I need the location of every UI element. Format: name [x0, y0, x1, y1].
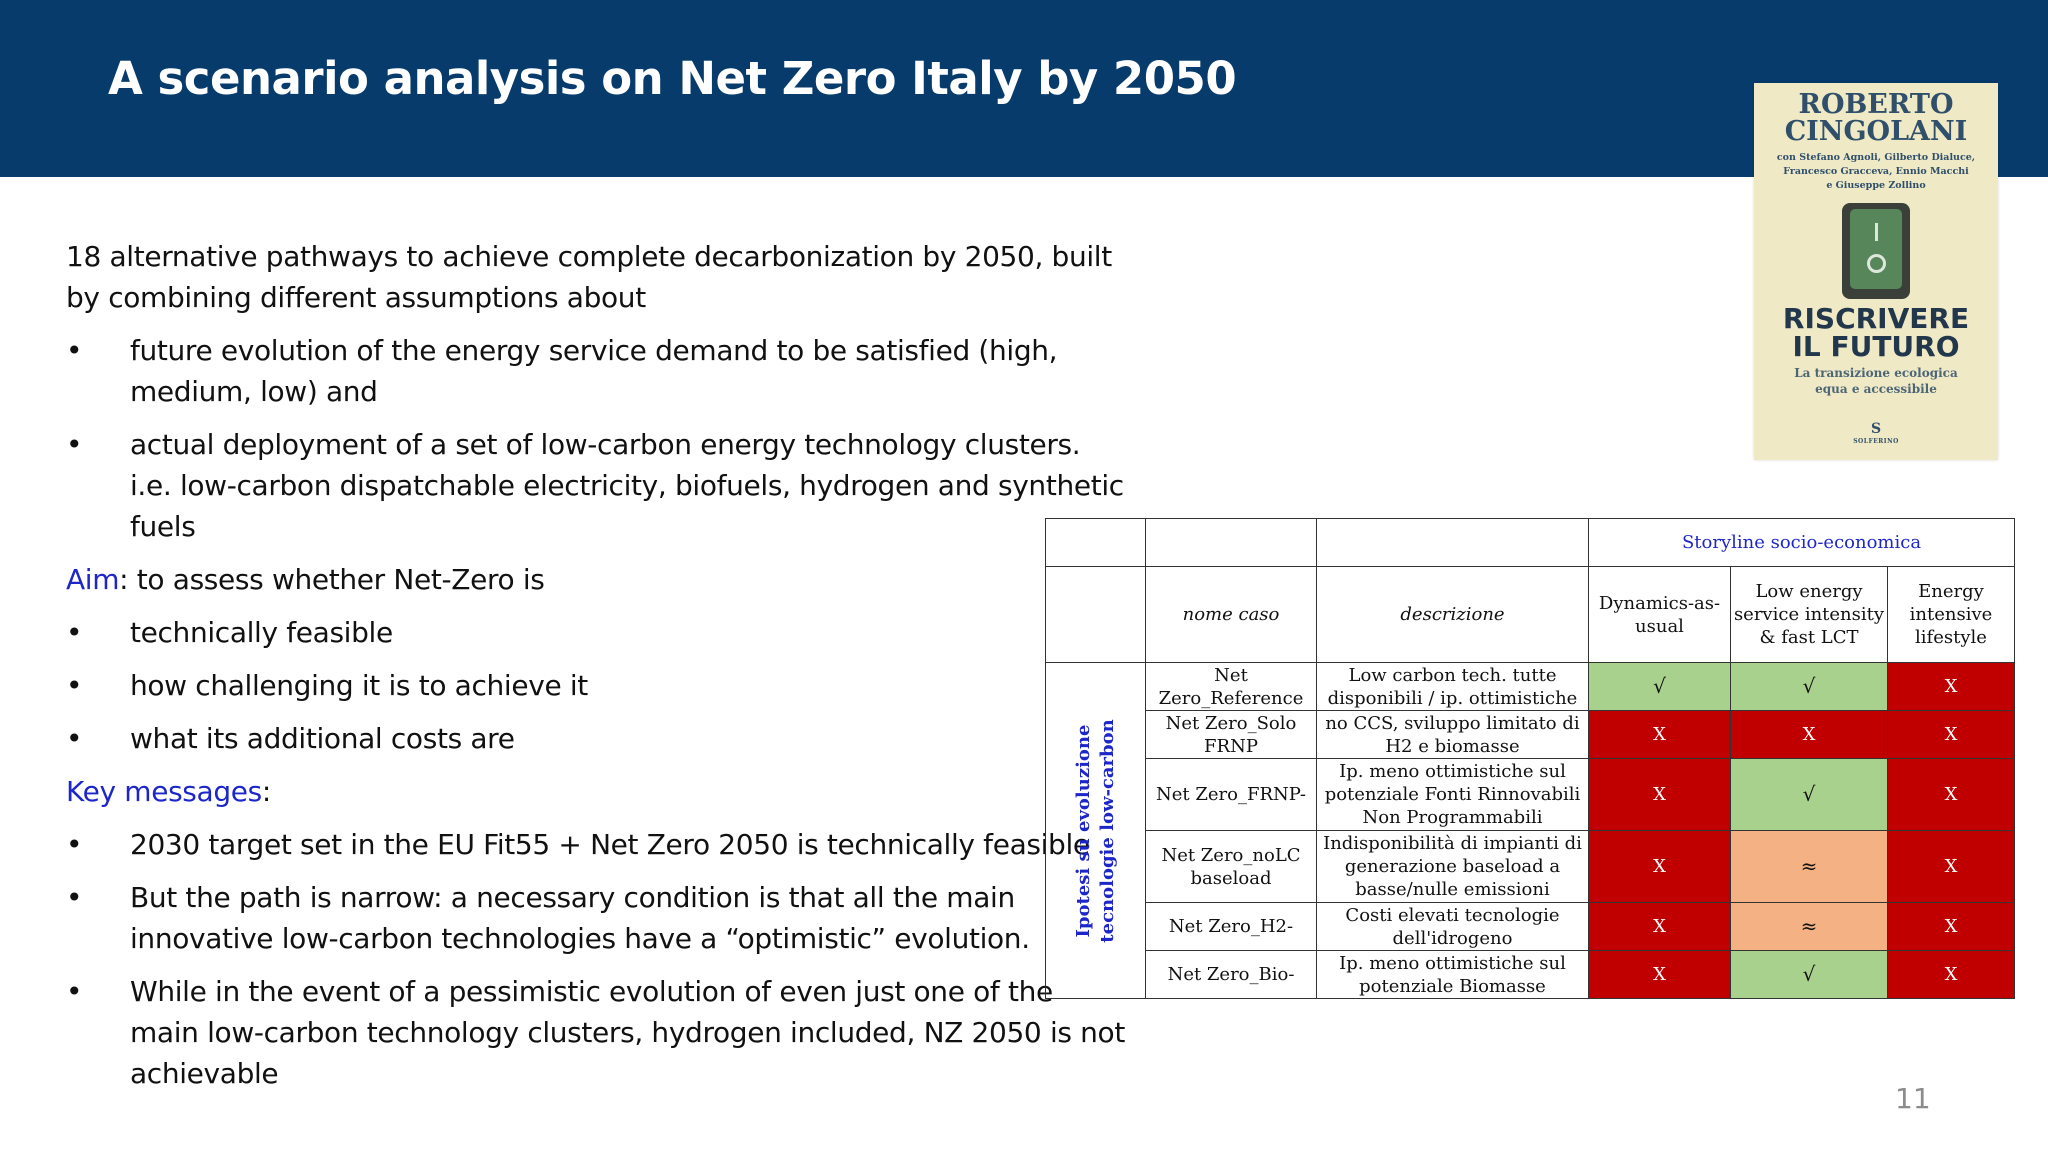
case-name-cell: Net Zero_H2- [1146, 903, 1317, 951]
outcome-cell: √ [1589, 663, 1731, 711]
bullet-icon: • [66, 881, 83, 914]
table-row [1046, 663, 2015, 711]
intro-text: 18 alternative pathways to achieve complete decarbonization by 2050, built by combining different assumptions about [66, 240, 1112, 314]
outcome-cell: X [1589, 903, 1731, 951]
outcome-cell: X [1731, 711, 1888, 759]
list-item-text: what its additional costs are [130, 722, 515, 755]
aim-line [66, 559, 1126, 600]
description-cell: no CCS, sviluppo limitato di H2 e biomasse [1317, 711, 1589, 759]
column-header-dynamics-as-usual: Dynamics-as-usual [1589, 567, 1731, 663]
book-cover-image [1754, 83, 1998, 460]
list-item-text: While in the event of a pessimistic evolution of even just one of the main low-carbon technology clusters, hydrogen included, NZ 2050 is not achievable [130, 975, 1125, 1090]
empty-cell [1146, 519, 1317, 567]
outcome-cell: X [1888, 711, 2015, 759]
case-name-cell: Net Zero_Reference [1146, 663, 1317, 711]
outcome-cell: X [1589, 951, 1731, 999]
list-item-text: 2030 target set in the EU Fit55 + Net Zero 2050 is technically feasible [130, 828, 1090, 861]
case-name-cell: Net Zero_Solo FRNP [1146, 711, 1317, 759]
outcome-cell: ≈ [1731, 831, 1888, 903]
outcome-cell: X [1888, 951, 2015, 999]
book-title: RISCRIVERE IL FUTURO [1782, 302, 1970, 363]
publisher-logo-icon: S [1870, 421, 1882, 437]
book-author: ROBERTO CINGOLANI [1784, 89, 1968, 147]
table-header-row [1046, 567, 2015, 663]
book-subtitle: La transizione ecologica equa e accessibile [1794, 366, 1958, 396]
column-header-energy-intensive: Energy intensive lifestyle [1888, 567, 2015, 663]
list-item [66, 424, 1126, 547]
table-row [1046, 831, 2015, 903]
key-messages-colon: : [261, 775, 271, 808]
table-header-row [1046, 519, 2015, 567]
bullet-icon: • [66, 975, 83, 1008]
description-cell: Ip. meno ottimistiche sul potenziale Biomasse [1317, 951, 1589, 999]
book-coauthors: con Stefano Agnoli, Gilberto Dialuce, Francesco Gracceva, Ennio Macchi e Giuseppe Zollino [1776, 152, 1976, 191]
case-name-cell: Net Zero_Bio- [1146, 951, 1317, 999]
list-item-text: future evolution of the energy service demand to be satisfied (high, medium, low) and [130, 334, 1058, 408]
storyline-header: Storyline socio-economica [1589, 519, 2015, 567]
description-cell: Costi elevati tecnologie dell'idrogeno [1317, 903, 1589, 951]
outcome-cell: √ [1731, 663, 1888, 711]
outcome-cell: ≈ [1731, 903, 1888, 951]
outcome-cell: X [1888, 759, 2015, 831]
list-item [66, 718, 1126, 759]
case-name-cell: Net Zero_FRNP- [1146, 759, 1317, 831]
row-group-label: Ipotesi su evoluzione tecnologie low-carbon [1072, 718, 1118, 943]
description-cell: Ip. meno ottimistiche sul potenziale Fonti Rinnovabili Non Programmabili [1317, 759, 1589, 831]
slide-title: A scenario analysis on Net Zero Italy by 2050 [108, 52, 1237, 105]
description-cell: Indisponibilità di impianti di generazione baseload a basse/nulle emissioni [1317, 831, 1589, 903]
list-item-text: how challenging it is to achieve it [130, 669, 588, 702]
bullet-icon: • [66, 669, 83, 702]
outcome-cell: X [1888, 903, 2015, 951]
list-item [66, 824, 1126, 865]
column-header-case: nome caso [1146, 567, 1317, 663]
list-item-text: technically feasible [130, 616, 393, 649]
list-item [66, 330, 1126, 412]
bullet-icon: • [66, 828, 83, 861]
slide-body [66, 236, 1126, 1106]
power-switch-icon [1842, 203, 1910, 299]
aim-label: Aim [66, 563, 120, 596]
list-item [66, 877, 1126, 959]
slide-header [0, 0, 2048, 177]
bullet-icon: • [66, 428, 83, 461]
outcome-cell: X [1589, 831, 1731, 903]
bullet-icon: • [66, 616, 83, 649]
empty-cell [1046, 519, 1146, 567]
key-messages-line [66, 771, 1126, 812]
outcome-cell: √ [1731, 759, 1888, 831]
table-row [1046, 903, 2015, 951]
book-publisher: SOLFERINO [1853, 438, 1899, 445]
outcome-cell: X [1888, 663, 2015, 711]
description-cell: Low carbon tech. tutte disponibili / ip. ottimistiche [1317, 663, 1589, 711]
row-group-cell [1046, 663, 1146, 999]
case-name-cell: Net Zero_noLC baseload [1146, 831, 1317, 903]
outcome-cell: X [1888, 831, 2015, 903]
outcome-cell: √ [1731, 951, 1888, 999]
scenario-table [1045, 518, 2015, 999]
column-header-description: descrizione [1317, 567, 1589, 663]
bullet-icon: • [66, 334, 83, 367]
page-number: 11 [1895, 1082, 1931, 1115]
list-item-text: actual deployment of a set of low-carbon energy technology clusters. i.e. low-carbon dispatchable electricity, biofuels, hydrogen and synthetic fuels [130, 428, 1124, 543]
bullet-icon: • [66, 722, 83, 755]
empty-cell [1046, 567, 1146, 663]
list-item [66, 612, 1126, 653]
empty-cell [1317, 519, 1589, 567]
table-row [1046, 711, 2015, 759]
list-item [66, 665, 1126, 706]
table-row [1046, 759, 2015, 831]
outcome-cell: X [1589, 759, 1731, 831]
outcome-cell: X [1589, 711, 1731, 759]
table-row [1046, 951, 2015, 999]
list-item-text: But the path is narrow: a necessary condition is that all the main innovative low-carbon technologies have a “optimistic” evolution. [130, 881, 1030, 955]
aim-text: : to assess whether Net-Zero is [119, 563, 545, 596]
key-messages-label: Key messages [66, 775, 262, 808]
list-item [66, 971, 1126, 1094]
column-header-low-energy: Low energy service intensity & fast LCT [1731, 567, 1888, 663]
